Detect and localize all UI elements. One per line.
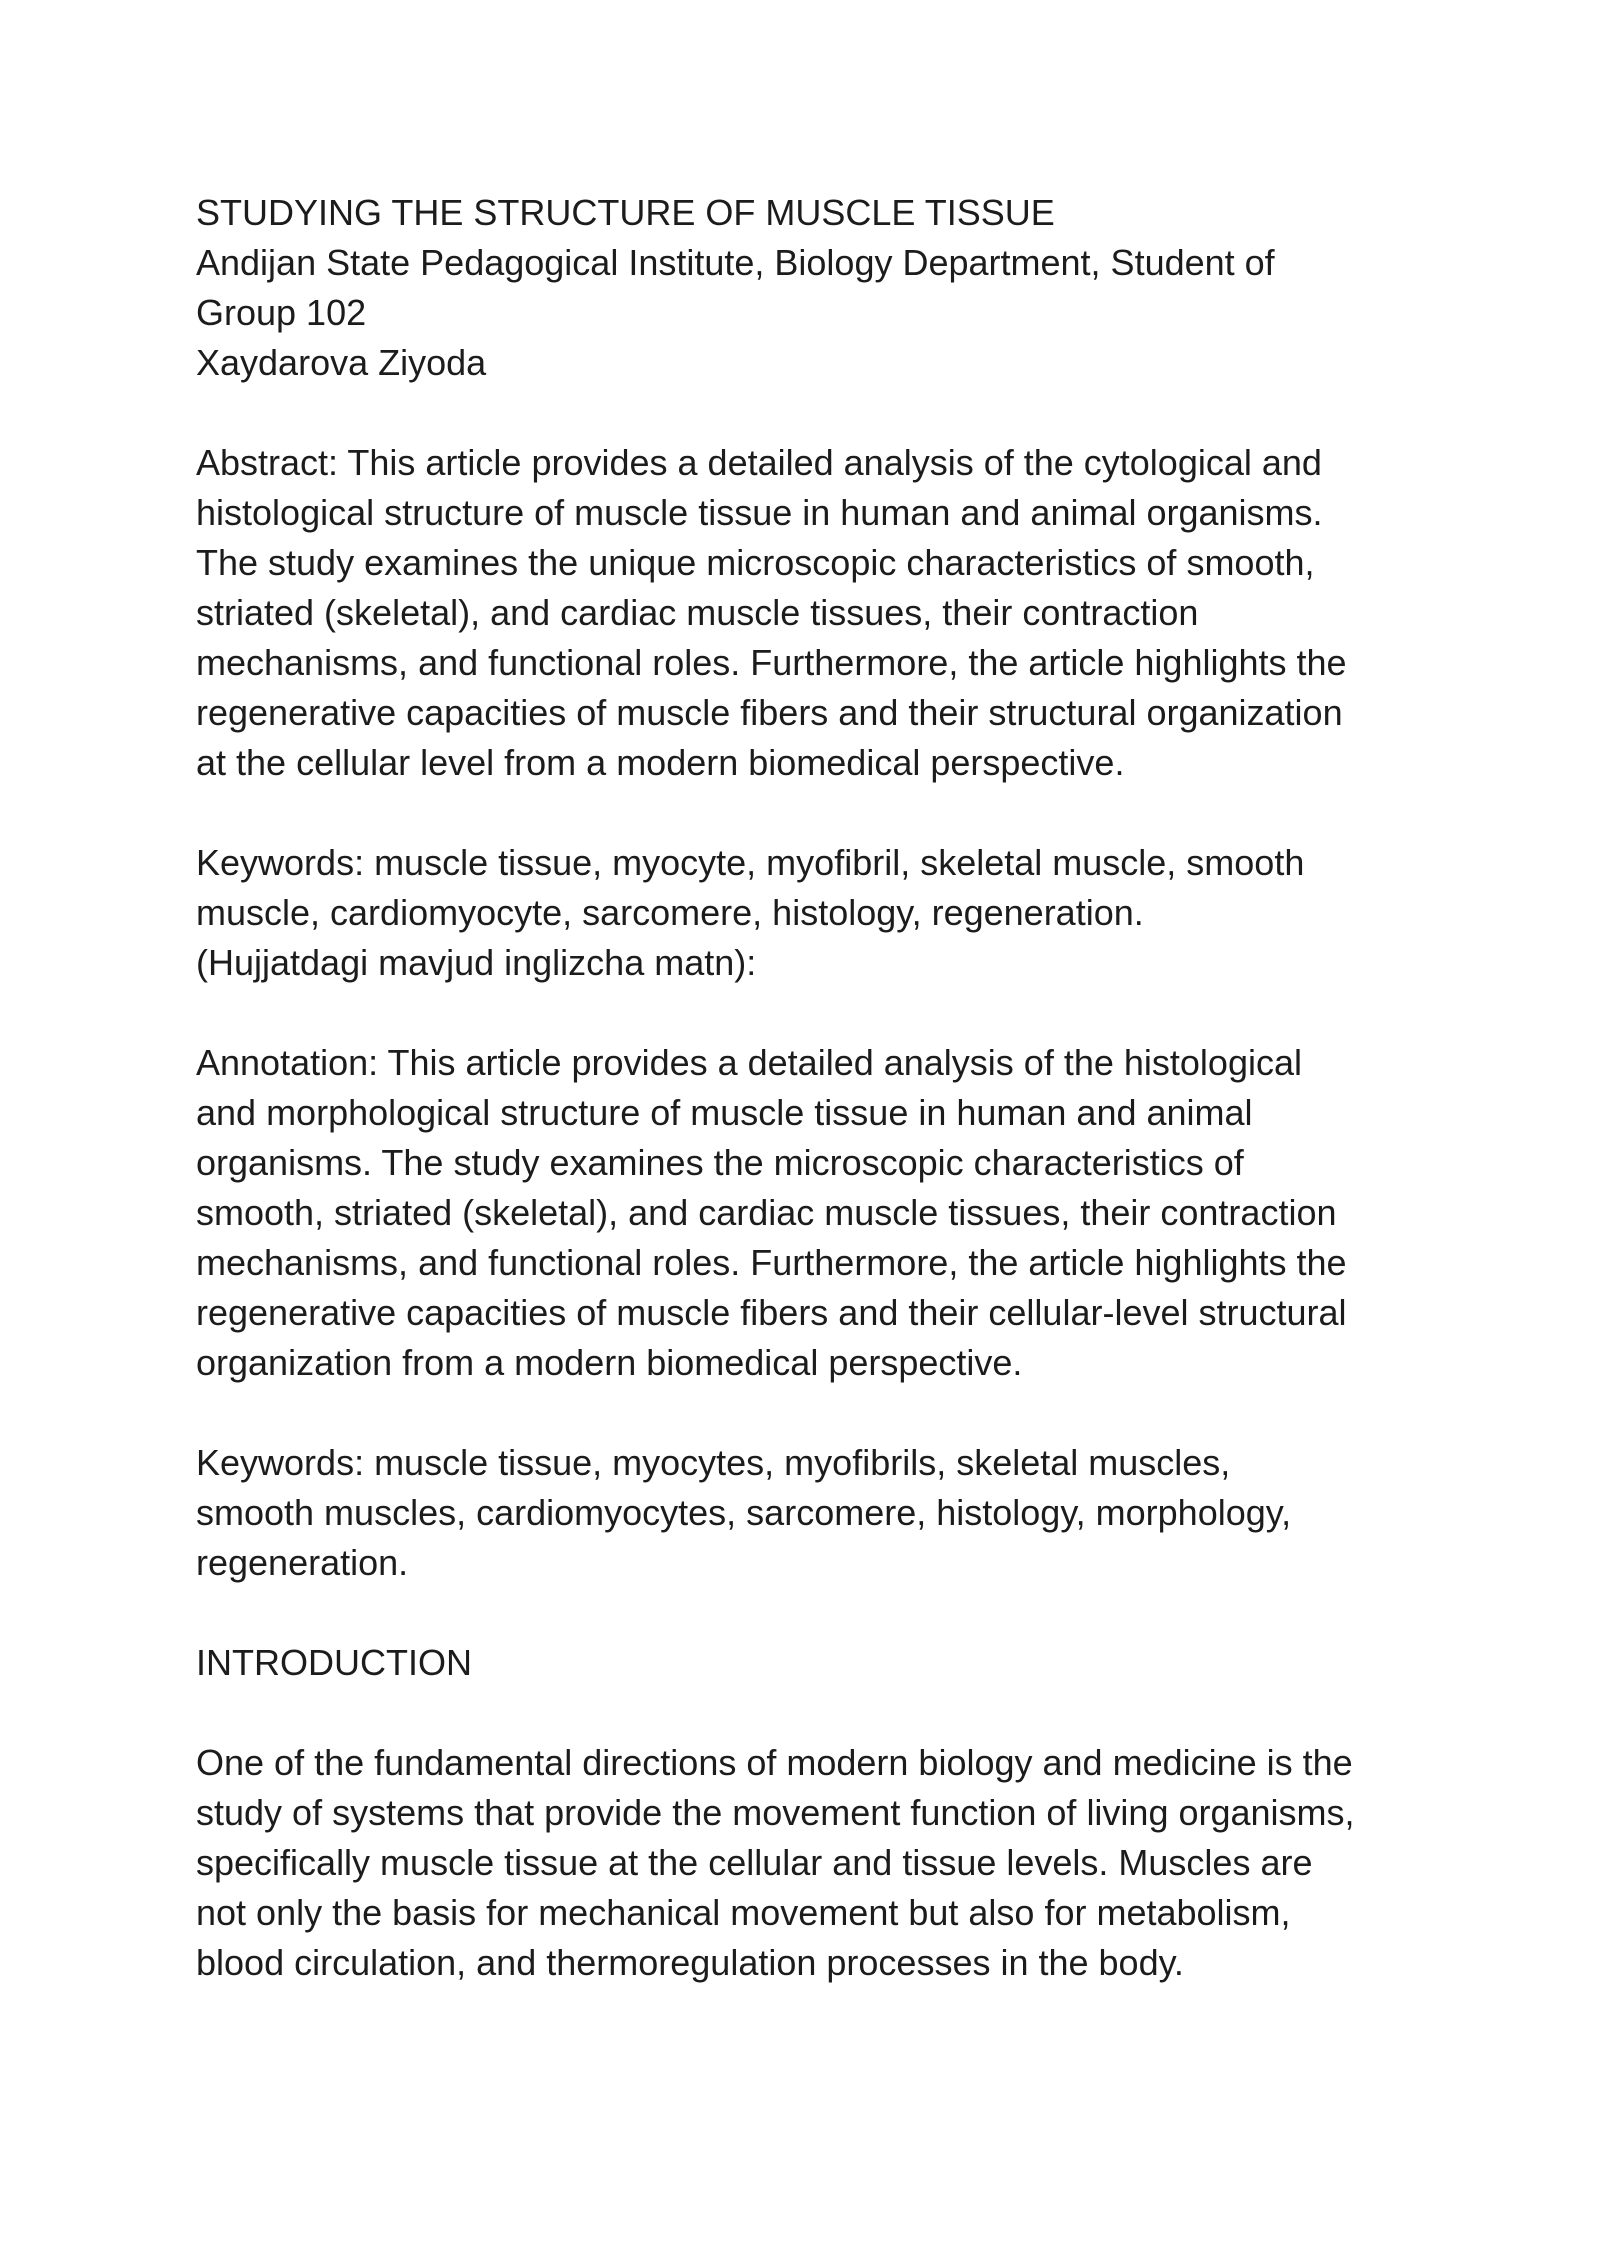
section-heading: INTRODUCTION (196, 1642, 472, 1683)
paragraph-gap (196, 1688, 1436, 1738)
annotation-line: Annotation: This article provides a detailed analysis of the histological (196, 1042, 1302, 1083)
annotation-line: mechanisms, and functional roles. Furthermore, the article highlights the (196, 1242, 1347, 1283)
affiliation-line: Andijan State Pedagogical Institute, Biology Department, Student of (196, 242, 1275, 283)
document-title: STUDYING THE STRUCTURE OF MUSCLE TISSUE (196, 192, 1055, 233)
keywords-paragraph (196, 1438, 1436, 1588)
abstract-line: regenerative capacities of muscle fibers and their structural organization (196, 692, 1343, 733)
introduction-heading-block (196, 1638, 1436, 1688)
abstract-line: histological structure of muscle tissue in human and animal organisms. (196, 492, 1323, 533)
annotation-line: organization from a modern biomedical perspective. (196, 1342, 1023, 1383)
introduction-line: One of the fundamental directions of modern biology and medicine is the (196, 1742, 1353, 1783)
affiliation-line: Group 102 (196, 292, 367, 333)
abstract-line: striated (skeletal), and cardiac muscle tissues, their contraction (196, 592, 1199, 633)
abstract-line: Abstract: This article provides a detailed analysis of the cytological and (196, 442, 1322, 483)
document-page (196, 188, 1436, 1988)
introduction-line: blood circulation, and thermoregulation processes in the body. (196, 1942, 1184, 1983)
header-block (196, 188, 1436, 388)
introduction-line: not only the basis for mechanical movement but also for metabolism, (196, 1892, 1291, 1933)
annotation-line: and morphological structure of muscle tissue in human and animal (196, 1092, 1253, 1133)
abstract-paragraph (196, 438, 1436, 788)
keywords-line: Keywords: muscle tissue, myocyte, myofibril, skeletal muscle, smooth (196, 842, 1305, 883)
abstract-line: mechanisms, and functional roles. Furthermore, the article highlights the (196, 642, 1347, 683)
annotation-line: regenerative capacities of muscle fibers and their cellular-level structural (196, 1292, 1347, 1333)
annotation-line: smooth, striated (skeletal), and cardiac muscle tissues, their contraction (196, 1192, 1337, 1233)
keywords-line: muscle, cardiomyocyte, sarcomere, histology, regeneration. (196, 892, 1144, 933)
paragraph-gap (196, 788, 1436, 838)
introduction-paragraph (196, 1738, 1436, 1988)
author-name: Xaydarova Ziyoda (196, 342, 487, 383)
annotation-line: organisms. The study examines the microscopic characteristics of (196, 1142, 1244, 1183)
abstract-line: at the cellular level from a modern biomedical perspective. (196, 742, 1125, 783)
keywords-paragraph (196, 838, 1436, 988)
paragraph-gap (196, 388, 1436, 438)
keywords-line: regeneration. (196, 1542, 409, 1583)
keywords-line: Keywords: muscle tissue, myocytes, myofibrils, skeletal muscles, (196, 1442, 1231, 1483)
keywords-line: smooth muscles, cardiomyocytes, sarcomere, histology, morphology, (196, 1492, 1292, 1533)
paragraph-gap (196, 988, 1436, 1038)
keywords-line: (Hujjatdagi mavjud inglizcha matn): (196, 942, 757, 983)
paragraph-gap (196, 1588, 1436, 1638)
annotation-paragraph (196, 1038, 1436, 1388)
paragraph-gap (196, 1388, 1436, 1438)
abstract-line: The study examines the unique microscopic characteristics of smooth, (196, 542, 1315, 583)
introduction-line: specifically muscle tissue at the cellular and tissue levels. Muscles are (196, 1842, 1313, 1883)
introduction-line: study of systems that provide the movement function of living organisms, (196, 1792, 1355, 1833)
